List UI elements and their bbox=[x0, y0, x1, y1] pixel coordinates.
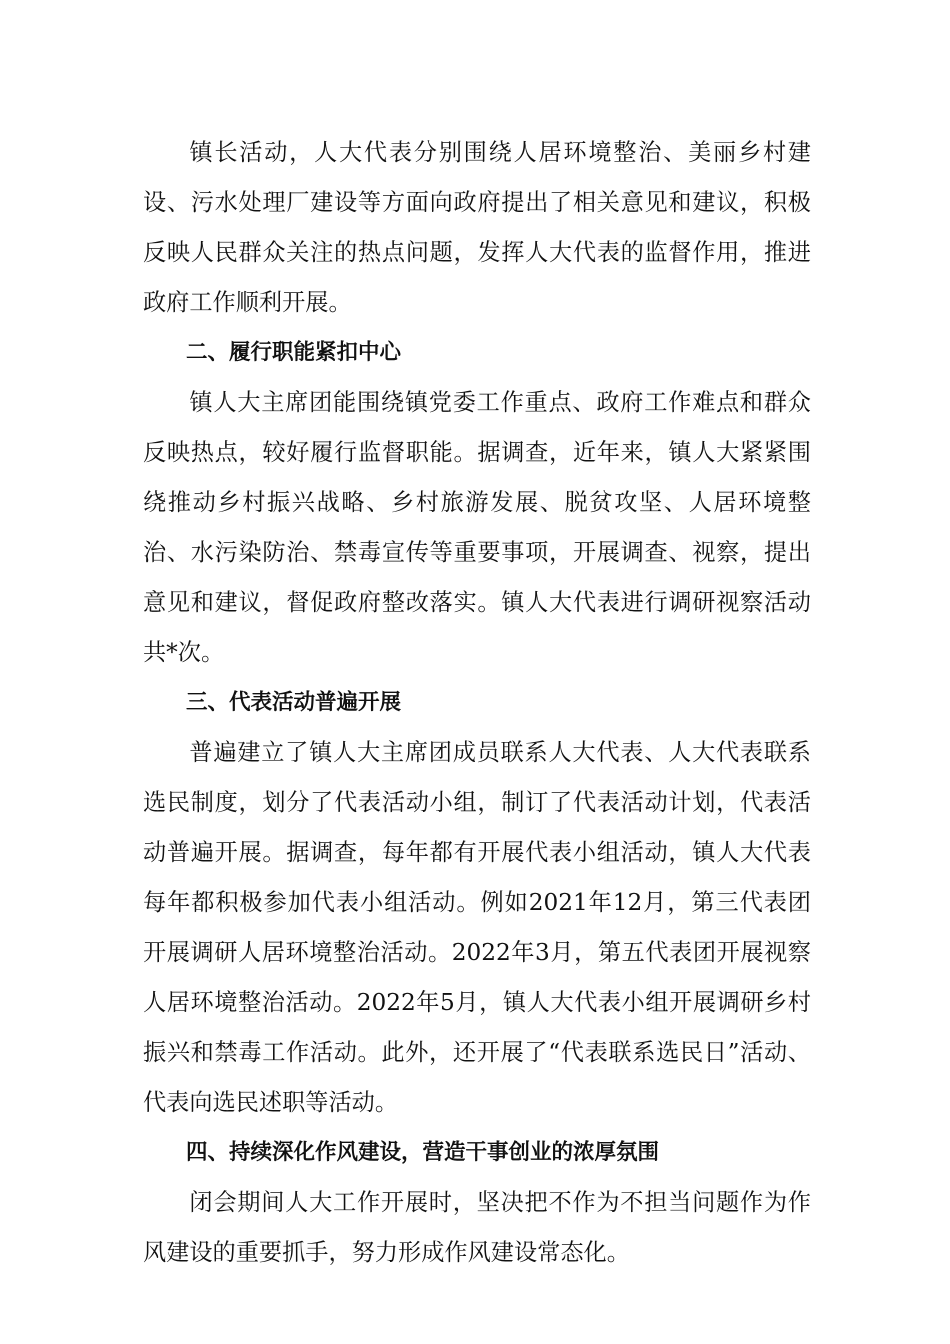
section-heading-4: 四、持续深化作风建设，营造干事创业的浓厚氛围 bbox=[186, 1140, 660, 1165]
paragraph-work-style: 闭会期间人大工作开展时，坚决把不作为不担当问题作为作风建设的重要抓手，努力形成作风建设常态化。 bbox=[143, 1189, 811, 1266]
paragraph-representative-groups: 普遍建立了镇人大主席团成员联系人大代表、人大代表联系选民制度，划分了代表活动小组，制订了代表活动计划，代表活动普遍开展。据调查，每年都有开展代表小组活动，镇人大代表每年都积极参加代表小组活动。例如2021年12月，第三代表团开展调研人居环境整治活动。2022年3月，第五代表团开展视察人居环境整治活动。2022年5月，镇人大代表小组开展调研乡村振兴和禁毒工作活动。此外，还开展了“代表联系选民日”活动、代表向选民述职等活动。 bbox=[143, 739, 811, 1116]
document-body bbox=[143, 128, 811, 1278]
section-heading-2: 二、履行职能紧扣中心 bbox=[186, 340, 402, 365]
paragraph-supervision: 镇人大主席团能围绕镇党委工作重点、政府工作难点和群众反映热点，较好履行监督职能。据调查，近年来，镇人大紧紧围绕推动乡村振兴战略、乡村旅游发展、脱贫攻坚、人居环境整治、水污染防治、禁毒宣传等重要事项，开展调查、视察，提出意见和建议，督促政府整改落实。镇人大代表进行调研视察活动共*次。 bbox=[143, 389, 811, 666]
section-heading-3: 三、代表活动普遍开展 bbox=[186, 690, 402, 715]
paragraph-representative-activities: 镇长活动，人大代表分别围绕人居环境整治、美丽乡村建设、污水处理厂建设等方面向政府提出了相关意见和建议，积极反映人民群众关注的热点问题，发挥人大代表的监督作用，推进政府工作顺利开展。 bbox=[143, 139, 811, 316]
